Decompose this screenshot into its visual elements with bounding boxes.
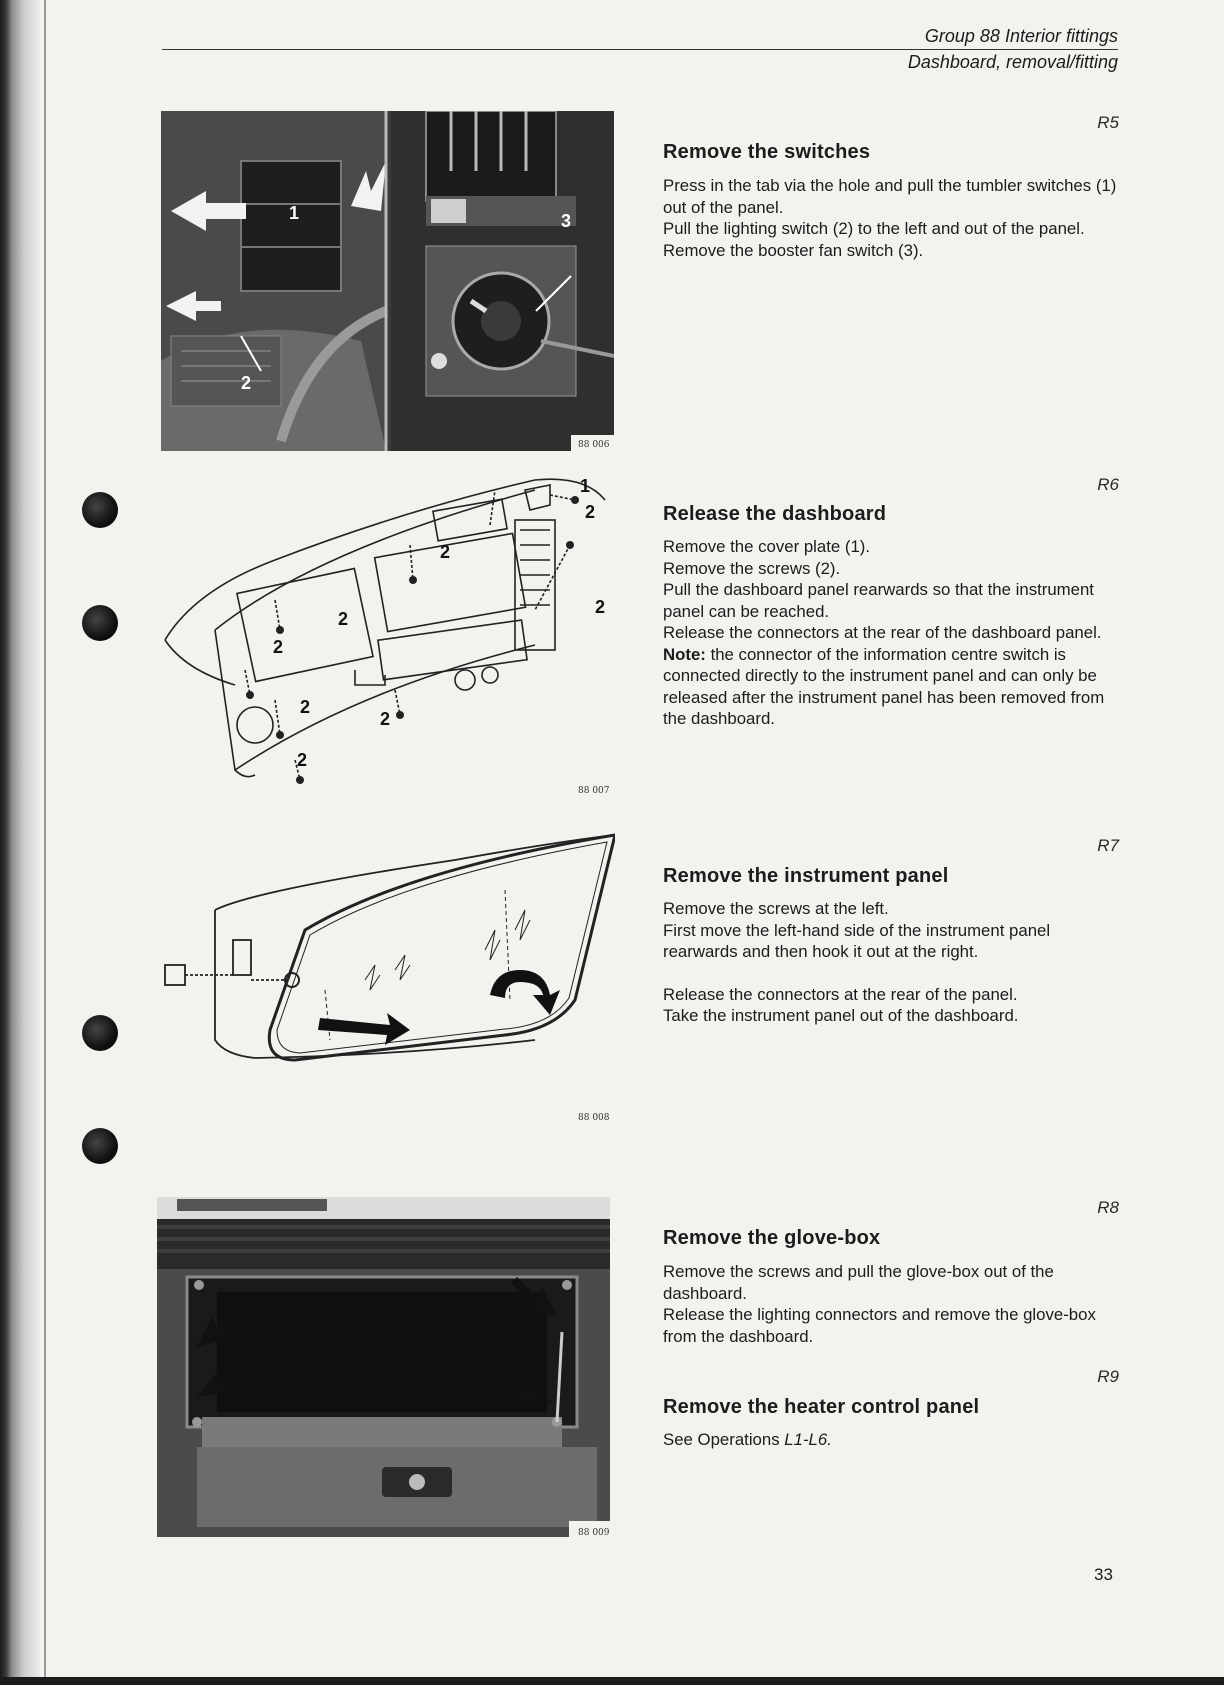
instruction-line: Pull the lighting switch (2) to the left and out of the panel. [663, 219, 1085, 238]
callout-2: 2 [241, 373, 252, 393]
section-body-release-dashboard [663, 536, 1118, 730]
instruction-line: Release the connectors at the rear of the panel. [663, 984, 1018, 1004]
figure-code: 88 009 [578, 1528, 610, 1538]
callout-2: 2 [595, 597, 606, 617]
figure-instrument-panel-drawing [155, 830, 615, 1070]
see-operations [663, 1429, 1118, 1451]
punch-hole [82, 605, 118, 641]
instruction-line: Remove the screws and pull the glove-box out of the dashboard. [663, 1262, 1054, 1303]
section-body-remove-instrument-panel [663, 898, 1118, 1027]
punch-hole [82, 492, 118, 528]
note-paragraph [663, 644, 1118, 730]
page-number: 33 [1094, 1565, 1113, 1584]
callout-2: 2 [380, 709, 391, 729]
figure-switches-photo [161, 111, 614, 451]
figure-dashboard-drawing [155, 470, 615, 790]
callout-2: 2 [273, 637, 284, 657]
instruction-line: Release the lighting connectors and remove the glove-box from the dashboard. [663, 1305, 1096, 1346]
section-ref-r7: R7 [1097, 836, 1119, 855]
instruction-line: Remove the screws (2). [663, 558, 841, 578]
figure-code: 88 006 [578, 440, 610, 450]
dashboard-line-drawing [155, 470, 615, 790]
section-ref-r5: R5 [1097, 113, 1119, 132]
binder-edge [0, 0, 40, 1685]
section-title-remove-switches: Remove the switches [663, 141, 871, 163]
header-group: Group 88 Interior fittings [924, 26, 1118, 46]
instruction-line: First move the left-hand side of the instrument panel rearwards and then hook it out at the right. [663, 920, 1051, 961]
instruction-line: Release the connectors at the rear of the dashboard panel. [663, 623, 1102, 642]
see-operations-prefix: See Operations [663, 1430, 785, 1449]
instruction-line: Remove the booster fan switch (3). [663, 240, 924, 260]
section-title-release-dashboard: Release the dashboard [663, 503, 887, 525]
callout-1: 1 [289, 203, 300, 223]
figure-glovebox-photo [157, 1197, 610, 1537]
note-label: Note: [663, 644, 706, 664]
section-title-remove-glove-box: Remove the glove-box [663, 1227, 881, 1249]
callout-2: 2 [297, 750, 308, 770]
header-subtitle: Dashboard, removal/fitting [907, 52, 1118, 72]
instrument-panel-line-drawing [155, 830, 615, 1070]
glovebox-photo-drawing [157, 1197, 610, 1537]
section-body-remove-heater-control-panel [663, 1429, 1118, 1451]
section-title-remove-instrument-panel: Remove the instrument panel [663, 865, 949, 887]
instruction-line: Take the instrument panel out of the dashboard. [663, 1006, 1019, 1025]
instruction-line: Press in the tab via the hole and pull the tumbler switches (1) out of the panel. [663, 176, 1117, 217]
see-operations-ref: L1-L6. [784, 1430, 832, 1449]
binder-line [44, 0, 46, 1685]
switches-photo-drawing [161, 111, 614, 451]
instruction-line: Pull the dashboard panel rearwards so that the instrument panel can be reached. [663, 580, 1094, 621]
punch-hole [82, 1128, 118, 1164]
callout-2: 2 [585, 502, 596, 522]
instruction-line: Remove the cover plate (1). [663, 537, 871, 556]
figure-code: 88 008 [578, 1113, 610, 1123]
callout-3: 3 [561, 211, 572, 231]
section-body-remove-glove-box [663, 1261, 1118, 1347]
header-rule [162, 49, 1118, 50]
callout-2: 2 [440, 542, 451, 562]
section-ref-r6: R6 [1097, 475, 1119, 494]
section-ref-r8: R8 [1097, 1198, 1119, 1217]
callout-2: 2 [300, 697, 311, 717]
section-body-remove-switches [663, 175, 1118, 261]
punch-hole [82, 1015, 118, 1051]
callout-1: 1 [580, 476, 591, 496]
note-text: the connector of the information centre switch is connected directly to the instrument panel and can only be released after the instrument panel has been removed from the dashboard. [663, 644, 1105, 728]
section-ref-r9: R9 [1097, 1367, 1119, 1386]
section-title-remove-heater-control-panel: Remove the heater control panel [663, 1396, 980, 1418]
instruction-line: Remove the screws at the left. [663, 899, 889, 918]
bottom-edge [0, 1677, 1224, 1685]
callout-2: 2 [338, 609, 349, 629]
figure-code: 88 007 [578, 786, 610, 796]
